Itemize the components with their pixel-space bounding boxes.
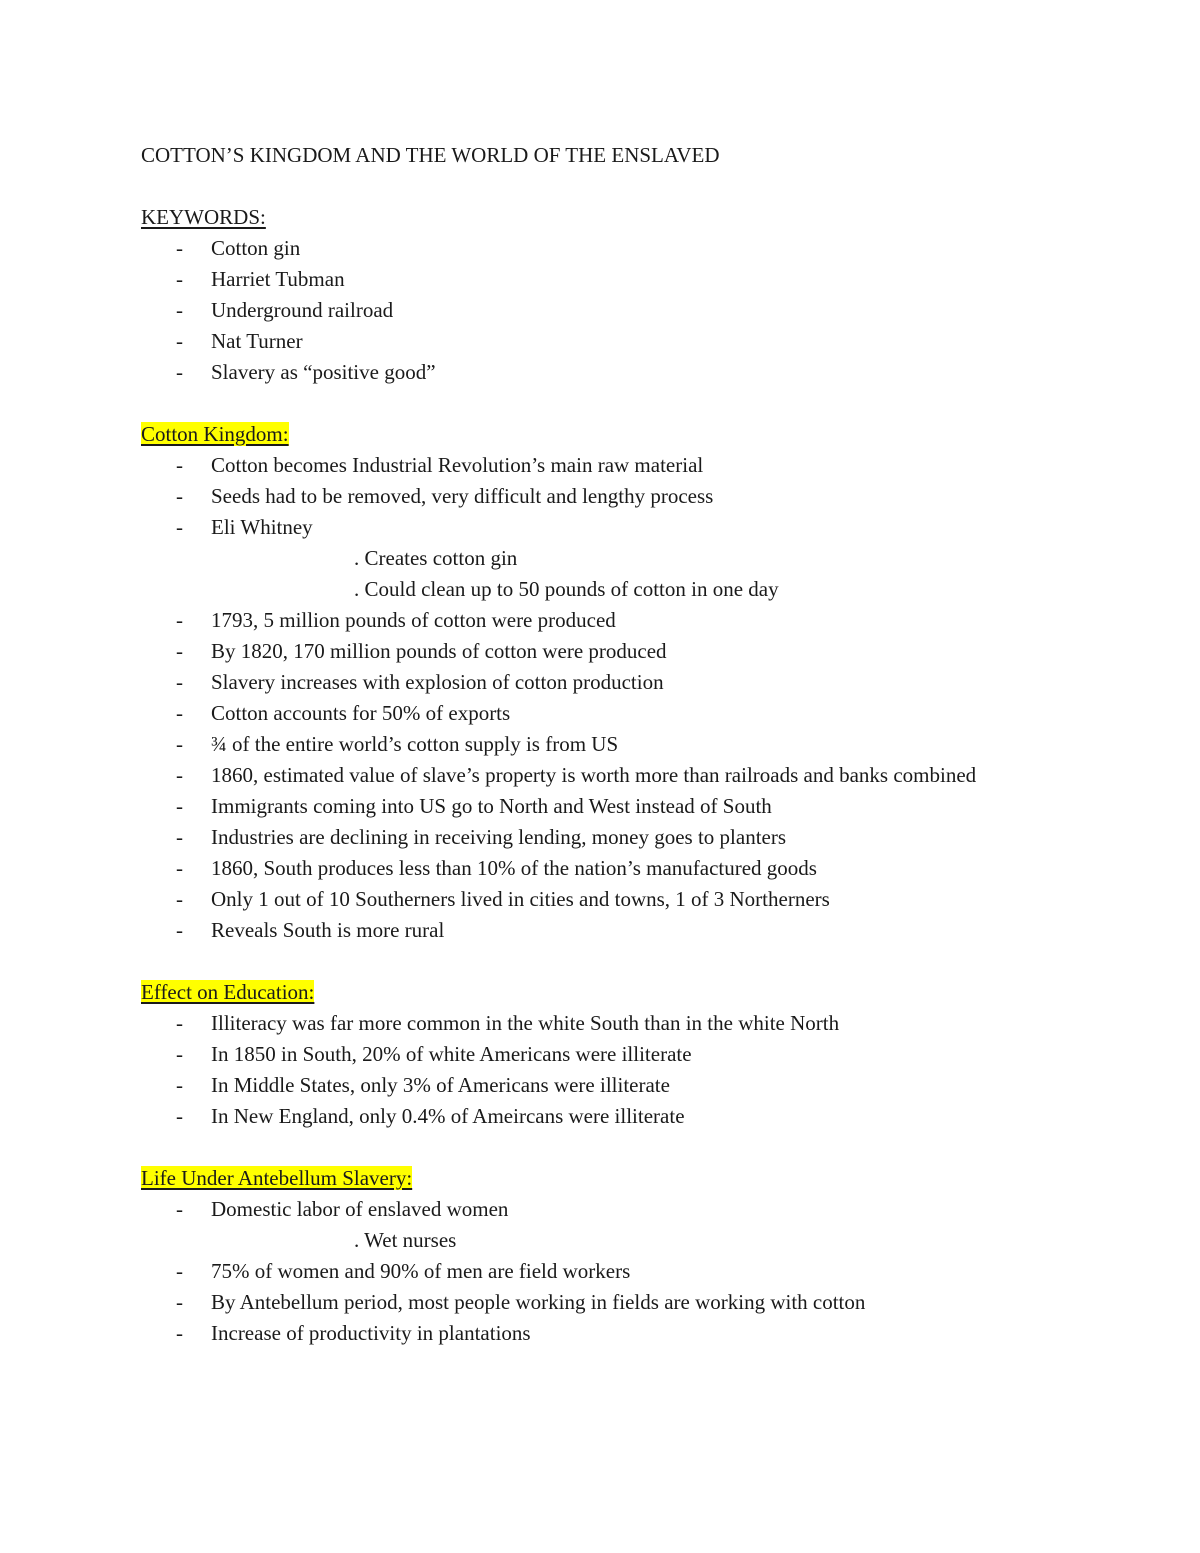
bullet-dash: - — [176, 1321, 183, 1345]
list-item-text: 1860, estimated value of slave’s property is worth more than railroads and banks combined — [211, 763, 977, 787]
bullet-dash: - — [176, 1290, 183, 1314]
bullet-dash: - — [176, 1104, 183, 1128]
list-item-text: Industries are declining in receiving lending, money goes to planters — [211, 825, 787, 849]
keywords-heading: KEYWORDS: — [141, 205, 266, 229]
antebellum-heading-line — [141, 1163, 1041, 1194]
bullet-dash: - — [176, 1011, 183, 1035]
list-item — [141, 822, 1041, 853]
sub-item: . Could clean up to 50 pounds of cotton in one day — [354, 577, 779, 601]
list-item — [141, 1070, 1041, 1101]
list-item — [141, 1008, 1041, 1039]
list-item-text: Cotton becomes Industrial Revolution’s main raw material — [211, 453, 704, 477]
cotton-kingdom-heading: Cotton Kingdom: — [141, 422, 289, 446]
education-heading-line — [141, 977, 1041, 1008]
bullet-dash: - — [176, 1259, 183, 1283]
list-item-text: 1860, South produces less than 10% of the nation’s manufactured goods — [211, 856, 817, 880]
list-item — [141, 1101, 1041, 1132]
list-item — [141, 1256, 1041, 1287]
list-item-text: 75% of women and 90% of men are field workers — [211, 1259, 631, 1283]
bullet-dash: - — [176, 329, 183, 353]
list-item — [141, 450, 1041, 481]
keyword-text: Underground railroad — [211, 298, 394, 322]
keyword-text: Cotton gin — [211, 236, 301, 260]
bullet-dash: - — [176, 360, 183, 384]
spacer — [141, 946, 1041, 977]
list-item — [141, 760, 1001, 791]
cotton-kingdom-heading-line — [141, 419, 1041, 450]
list-item — [141, 884, 1041, 915]
keyword-item — [141, 326, 1041, 357]
list-item-text: By 1820, 170 million pounds of cotton were produced — [211, 639, 667, 663]
list-item — [141, 791, 1041, 822]
bullet-dash: - — [176, 608, 183, 632]
sub-item: . Creates cotton gin — [354, 546, 518, 570]
bullet-dash: - — [176, 453, 183, 477]
keywords-heading-line — [141, 202, 1041, 233]
bullet-dash: - — [176, 1042, 183, 1066]
bullet-dash: - — [176, 670, 183, 694]
list-item-text: 1793, 5 million pounds of cotton were produced — [211, 608, 616, 632]
bullet-dash: - — [176, 763, 183, 787]
bullet-dash: - — [176, 825, 183, 849]
spacer — [141, 1132, 1041, 1163]
list-item-text: Increase of productivity in plantations — [211, 1321, 531, 1345]
list-item — [141, 1194, 1041, 1225]
keyword-item — [141, 233, 1041, 264]
bullet-dash: - — [176, 1197, 183, 1221]
list-item-text: Cotton accounts for 50% of exports — [211, 701, 511, 725]
list-item — [141, 667, 1041, 698]
list-item — [141, 1039, 1041, 1070]
list-item-text: Only 1 out of 10 Southerners lived in cities and towns, 1 of 3 Northerners — [211, 887, 830, 911]
sub-item: . Wet nurses — [354, 1228, 457, 1252]
list-item — [141, 481, 1041, 512]
document-page — [141, 140, 1041, 1349]
list-item — [141, 729, 1041, 760]
list-item-text: By Antebellum period, most people working in fields are working with cotton — [211, 1290, 866, 1314]
spacer — [141, 388, 1041, 419]
list-item — [141, 698, 1041, 729]
list-item-text: Seeds had to be removed, very difficult and lengthy process — [211, 484, 714, 508]
list-item-text: Domestic labor of enslaved women — [211, 1197, 509, 1221]
keyword-text: Nat Turner — [211, 329, 303, 353]
bullet-dash: - — [176, 794, 183, 818]
list-item — [141, 636, 1041, 667]
bullet-dash: - — [176, 639, 183, 663]
list-item-text: Immigrants coming into US go to North and West instead of South — [211, 794, 772, 818]
spacer — [141, 171, 1041, 202]
keyword-text: Slavery as “positive good” — [211, 360, 436, 384]
education-heading: Effect on Education: — [141, 980, 315, 1004]
list-item-text: In New England, only 0.4% of Ameircans were illiterate — [211, 1104, 685, 1128]
list-item-text: ¾ of the entire world’s cotton supply is from US — [211, 732, 619, 756]
list-item — [141, 1318, 1041, 1349]
bullet-dash: - — [176, 887, 183, 911]
bullet-dash: - — [176, 701, 183, 725]
list-item-text: Reveals South is more rural — [211, 918, 445, 942]
bullet-dash: - — [176, 298, 183, 322]
keyword-item — [141, 295, 1041, 326]
list-item — [141, 915, 1041, 946]
list-item-text: In Middle States, only 3% of Americans were illiterate — [211, 1073, 670, 1097]
antebellum-heading: Life Under Antebellum Slavery: — [141, 1166, 413, 1190]
keyword-text: Harriet Tubman — [211, 267, 345, 291]
keyword-item — [141, 264, 1041, 295]
list-item — [141, 605, 1041, 636]
list-item — [141, 512, 1041, 543]
keyword-item — [141, 357, 1041, 388]
list-item — [141, 853, 1041, 884]
bullet-dash: - — [176, 515, 183, 539]
list-item-text: In 1850 in South, 20% of white Americans were illiterate — [211, 1042, 692, 1066]
list-item-text: Illiteracy was far more common in the white South than in the white North — [211, 1011, 840, 1035]
document-title: COTTON’S KINGDOM AND THE WORLD OF THE ENSLAVED — [141, 143, 720, 167]
list-item — [141, 1287, 1041, 1318]
bullet-dash: - — [176, 732, 183, 756]
bullet-dash: - — [176, 856, 183, 880]
list-item-text: Slavery increases with explosion of cotton production — [211, 670, 664, 694]
bullet-dash: - — [176, 236, 183, 260]
bullet-dash: - — [176, 1073, 183, 1097]
bullet-dash: - — [176, 918, 183, 942]
list-item-text: Eli Whitney — [211, 515, 313, 539]
bullet-dash: - — [176, 267, 183, 291]
bullet-dash: - — [176, 484, 183, 508]
